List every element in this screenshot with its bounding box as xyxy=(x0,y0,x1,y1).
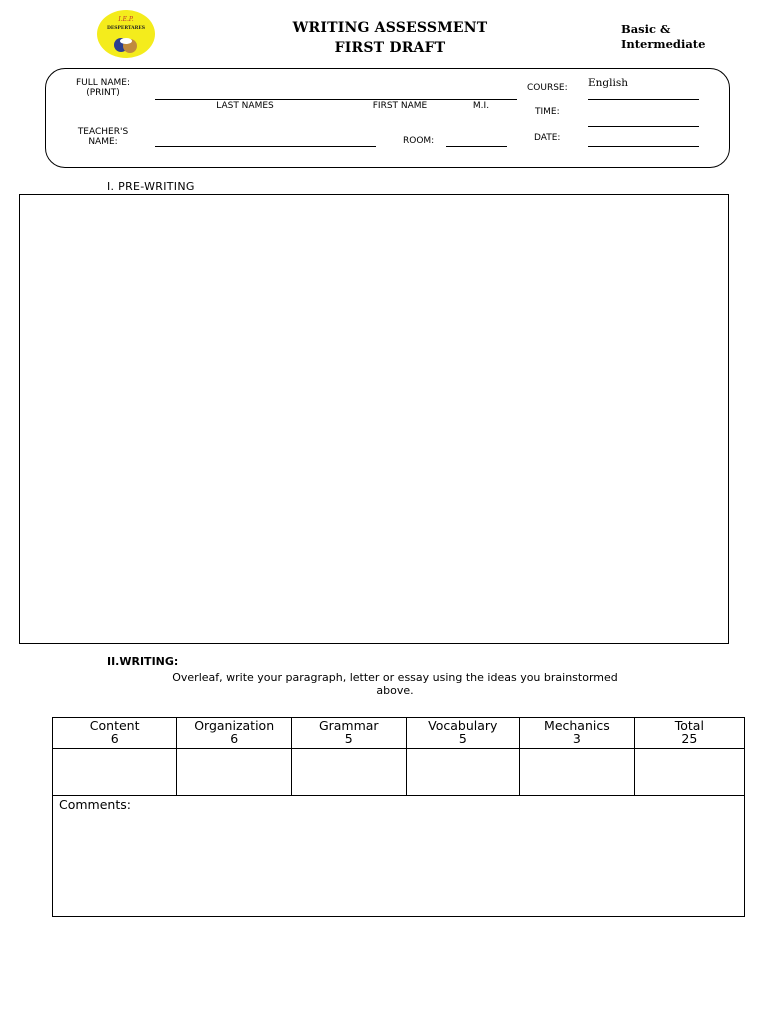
level-label-2: Intermediate xyxy=(621,37,706,51)
rubric-header-row xyxy=(53,718,745,749)
score-cell-mechanics[interactable] xyxy=(520,749,635,796)
date-field[interactable] xyxy=(588,146,699,147)
full-name-label: FULL NAME: (PRINT) xyxy=(75,78,131,98)
teacher-name-label: TEACHER'S NAME: xyxy=(77,127,129,147)
teacher-name-field[interactable] xyxy=(155,146,376,147)
date-label: DATE: xyxy=(534,133,561,143)
logo-emblem-icon xyxy=(111,34,141,54)
rubric-header-vocabulary: Vocabulary 5 xyxy=(406,718,520,749)
score-cell-organization[interactable] xyxy=(177,749,292,796)
prewriting-area[interactable] xyxy=(19,194,729,644)
rubric-table xyxy=(52,717,745,917)
first-name-caption: FIRST NAME xyxy=(372,101,428,111)
prewriting-heading: I. PRE-WRITING xyxy=(107,180,195,193)
time-field[interactable] xyxy=(588,126,699,127)
rubric-header-total: Total 25 xyxy=(634,718,744,749)
comments-area[interactable] xyxy=(53,796,745,917)
comments-label: Comments: xyxy=(59,797,131,812)
course-value: English xyxy=(588,77,629,89)
mi-caption: M.I. xyxy=(472,101,490,111)
logo-text-iep: I.E.P. xyxy=(118,16,134,23)
score-cell-grammar[interactable] xyxy=(292,749,407,796)
rubric-header-content: Content 6 xyxy=(53,718,177,749)
score-cell-vocabulary[interactable] xyxy=(406,749,520,796)
document-subtitle: FIRST DRAFT xyxy=(334,40,446,56)
full-name-field[interactable] xyxy=(155,99,517,100)
rubric-header-mechanics: Mechanics 3 xyxy=(520,718,635,749)
writing-instruction: Overleaf, write your paragraph, letter or essay using the ideas you brainstormed above. xyxy=(172,671,618,697)
room-label: ROOM: xyxy=(403,136,435,146)
rubric-score-row xyxy=(53,749,745,796)
logo-text-despertares: DESPERTARES xyxy=(106,26,146,31)
rubric-header-grammar: Grammar 5 xyxy=(292,718,407,749)
document-title: WRITING ASSESSMENT xyxy=(292,20,488,36)
rubric-header-organization: Organization 6 xyxy=(177,718,292,749)
comments-row xyxy=(53,796,745,917)
score-cell-content[interactable] xyxy=(53,749,177,796)
course-field[interactable] xyxy=(588,99,699,100)
school-logo xyxy=(97,10,155,58)
room-field[interactable] xyxy=(446,146,507,147)
level-label-1: Basic & xyxy=(621,22,671,36)
score-cell-total[interactable] xyxy=(634,749,744,796)
time-label: TIME: xyxy=(535,107,560,117)
last-names-caption: LAST NAMES xyxy=(216,101,274,111)
course-label: COURSE: xyxy=(527,83,568,93)
writing-heading: II.WRITING: xyxy=(107,655,179,668)
